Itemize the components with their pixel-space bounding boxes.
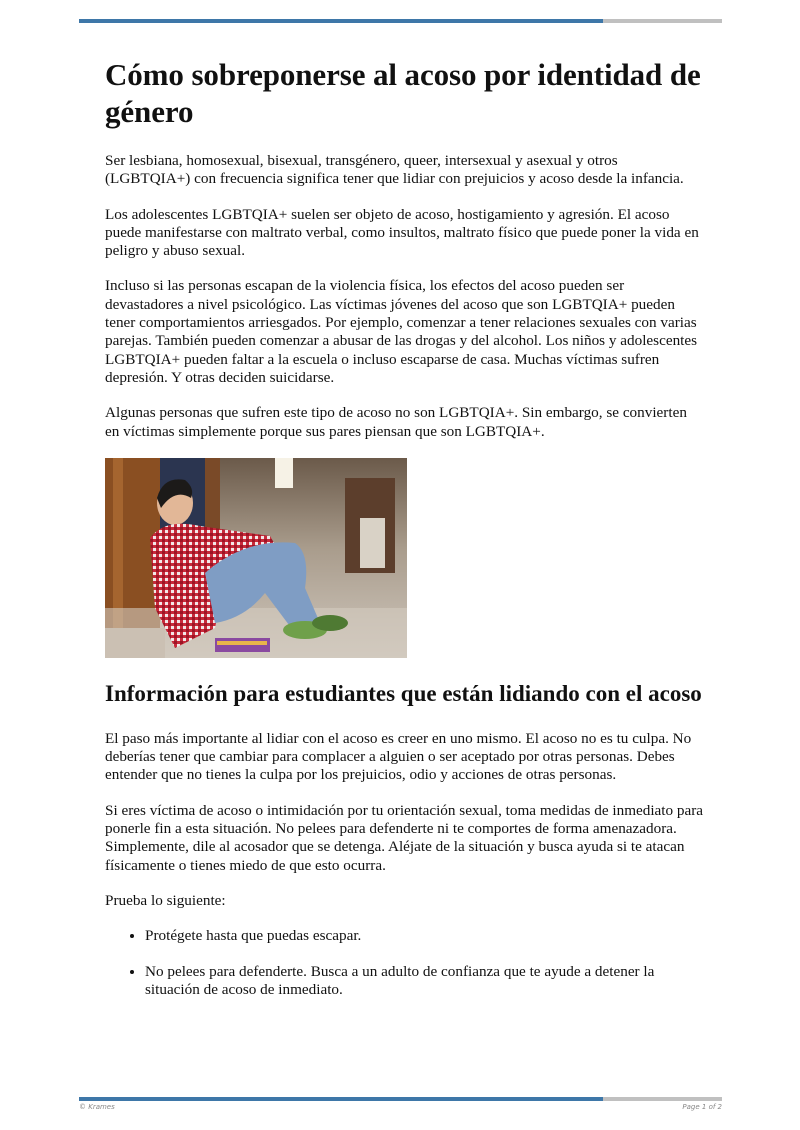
page-title: Cómo sobreponerse al acoso por identidad de género <box>105 57 701 129</box>
section-heading: Información para estudiantes que están lidiando con el acoso <box>105 680 702 706</box>
document-body <box>105 56 705 1016</box>
list-item: • Protégete hasta que puedas escapar. <box>145 927 705 945</box>
section-paragraph: Prueba lo siguiente: <box>105 891 226 909</box>
intro-paragraph: Incluso si las personas escapan de la violencia física, los efectos del acoso pueden ser devastadores a nivel psicológico. Las víctimas jóvenes del acoso que son LGBTQIA+ pueden tener comportamientos arriesgados. Por ejemplo, comenzar a tener relaciones sexuales con varias parejas. También pueden comenzar a abusar de las drogas y del alcohol. Los niños y adolescentes LGBTQIA+ pueden faltar a la escuela o incluso escaparse de casa. Muchas víctimas sufren depresión. Y otras deciden suicidarse. <box>105 277 698 386</box>
footer-progress-bar <box>79 1097 722 1101</box>
tips-list <box>105 927 705 999</box>
header-progress-bar <box>79 19 722 23</box>
footer-progress-fill <box>79 1097 603 1101</box>
list-item: • No pelees para defenderte. Busca a un adulto de confianza que te ayude a detener la situación de acoso de inmediato. <box>145 963 705 1000</box>
header-progress-fill <box>79 19 603 23</box>
copyright-text: © Krames <box>79 1103 115 1111</box>
section-paragraph: Si eres víctima de acoso o intimidación por tu orientación sexual, toma medidas de inmediato para ponerle fin a esta situación. No pelees para defenderte ni te comportes de forma amenazadora. Simplemente, dile al acosador que se detenga. Aléjate de la situación y busca ayuda si te atacan físicamente o tienes miedo de que esto ocurra. <box>105 801 704 874</box>
photo-illustration <box>105 458 407 658</box>
page-footer <box>79 1103 722 1111</box>
intro-paragraph: Algunas personas que sufren este tipo de acoso no son LGBTQIA+. Sin embargo, se convierten en víctimas simplemente porque sus pares piensan que son LGBTQIA+. <box>105 404 687 440</box>
intro-paragraph: Ser lesbiana, homosexual, bisexual, transgénero, queer, intersexual y asexual y otros (LGBTQIA+) con frecuencia significa tener que lidiar con prejuicios y acoso desde la infancia. <box>105 152 684 188</box>
page-number: Page 1 of 2 <box>682 1103 722 1111</box>
intro-paragraph: Los adolescentes LGBTQIA+ suelen ser objeto de acoso, hostigamiento y agresión. El acoso puede manifestarse con maltrato verbal, como insultos, maltrato físico que puede poner la vida en peligro y abuso sexual. <box>105 205 699 260</box>
section-paragraph: El paso más importante al lidiar con el acoso es creer en uno mismo. El acoso no es tu culpa. No deberías tener que cambiar para complacer a alguien o ser aceptado por otras personas. Debes entender que no tienes la culpa por los prejuicios, odio y acciones de otras personas. <box>105 729 692 784</box>
article-photo <box>105 458 407 658</box>
